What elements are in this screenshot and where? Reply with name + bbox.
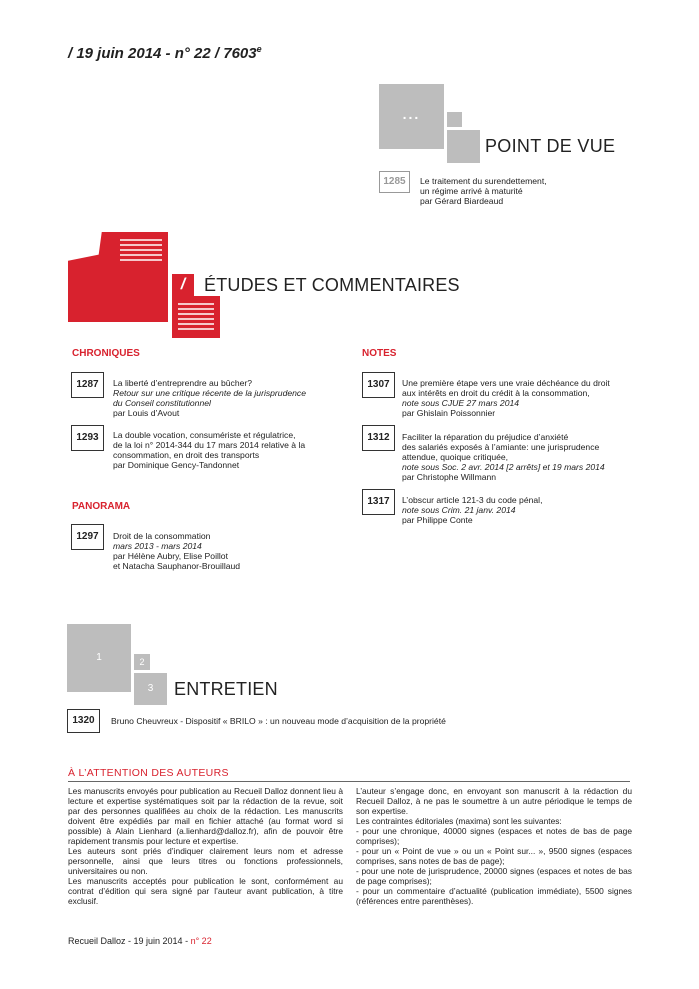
chronique-entry-1293[interactable]: La double vocation, consumériste et régulatrice, de la loi n° 2014-344 du 17 mars 2014 relative à la consommation, en droit des transports par Dominique Gency-Tandonnet [113,430,306,470]
article-number-1293[interactable]: 1293 [71,425,104,451]
auteurs-right-para-3: - pour une chronique, 40000 signes (espaces et notes de bas de page comprises); [356,826,632,846]
notes-label: NOTES [362,348,397,359]
entretien-entry-1320[interactable]: Bruno Cheuvreux - Dispositif « BRILO » : un nouveau mode d’acquisition de la propriété [111,716,446,726]
note-entry-1307[interactable]: Une première étape vers une vraie déchéance du droit aux intérêts en droit du crédit à la consommation, note sous CJUE 27 mars 2014 par Ghislain Poissonnier [402,378,610,418]
point-de-vue-small-square [447,112,462,127]
entretien-square-3: 3 [134,673,167,705]
point-de-vue-title: POINT DE VUE [485,136,616,156]
article-number-1307[interactable]: 1307 [362,372,395,398]
auteurs-left-para-1: Les manuscrits envoyés pour publication au Recueil Dalloz donnent lieu à lecture et expertise systématiques soit par la rédaction de la revue, soit par des personnes qualifiées au choix de la rédaction. Les manuscrits doivent être expédiés par mail en fichier attaché (au format word si possible) à Alain Lienhard (a.lienhard@dalloz.fr), afin de pouvoir être rapidement transmis pour lecture et expertise. [68,786,343,846]
article-number-1320[interactable]: 1320 [67,709,100,733]
article-number-1317[interactable]: 1317 [362,489,395,515]
auteurs-right-para-5: - pour une note de jurisprudence, 20000 signes (espaces et notes de bas de page comprises); [356,866,632,886]
auteurs-right-para-4: - pour un « Point de vue » ou un « Point sur... », 9500 signes (espaces comprises, sans notes de bas de page); [356,846,632,866]
issue-header: / 19 juin 2014 - n° 22 / 7603e [68,44,262,62]
point-de-vue-mid-square [447,130,480,163]
entretien-square-2: 2 [134,654,150,670]
ellipsis-icon: ... [402,106,421,122]
chroniques-label: CHRONIQUES [72,348,140,359]
auteurs-right-para-2: Les contraintes éditoriales (maxima) sont les suivantes: [356,816,562,826]
note-entry-1317[interactable]: L’obscur article 121-3 du code pénal, note sous Crim. 21 janv. 2014 par Philippe Conte [402,495,543,525]
auteurs-left-para-3: Les manuscrits acceptés pour publication le sont, conformément au contrat d’édition qui sera signé par l’auteur avant publication, à titre exclusif. [68,876,343,906]
article-number-1287[interactable]: 1287 [71,372,104,398]
section-slash-badge: / [172,274,194,296]
auteurs-divider [68,781,630,782]
article-number-1285[interactable]: 1285 [379,171,410,193]
auteurs-title: À L’ATTENTION DES AUTEURS [68,767,229,779]
panorama-entry-1297[interactable]: Droit de la consommation mars 2013 - mars 2014 par Hélène Aubry, Elise Poillot et Natacha Sauphanor-Brouillaud [113,531,241,571]
note-entry-1312[interactable]: Faciliter la réparation du préjudice d’anxiété des salariés exposés à l’amiante: une jurisprudence attendue, quoique critiquée, note sous Soc. 2 avr. 2014 [2 arrêts] et 19 mars 2014 par Christophe Willmann [402,432,605,482]
auteurs-left-column [68,786,343,906]
chronique-entry-1287[interactable]: La liberté d’entreprendre au bûcher? Retour sur une critique récente de la jurisprudence du Conseil constitutionnel par Louis d’Avout [113,378,306,418]
point-de-vue-entry[interactable]: Le traitement du surendettement, un régime arrivé à maturité par Gérard Biardeaud [420,176,547,206]
auteurs-right-para-6: - pour un commentaire d’actualité (publication immédiate), 5500 signes (références entre parenthèses). [356,886,632,906]
etudes-title: ÉTUDES ET COMMENTAIRES [204,275,460,295]
auteurs-right-column [356,786,632,906]
auteurs-right-para-1: L’auteur s’engage donc, en envoyant son manuscrit à la rédaction du Recueil Dalloz, à ne pas le soumettre à un autre périodique le temps de son expertise. [356,786,632,816]
entretien-square-1: 1 [67,624,131,692]
auteurs-left-para-2: Les auteurs sont priés d’indiquer clairement leurs nom et adresse personnelle, ainsi que leurs titres ou fonctions professionnels, universitaires ou non. [68,846,343,876]
article-number-1297[interactable]: 1297 [71,524,104,550]
page-footer: Recueil Dalloz - 19 juin 2014 - n° 22 [68,936,212,946]
entretien-title: ENTRETIEN [174,679,278,699]
panorama-label: PANORAMA [72,501,131,512]
footer-issue-number: n° 22 [190,936,212,946]
point-de-vue-big-square [379,84,444,149]
article-number-1312[interactable]: 1312 [362,425,395,451]
